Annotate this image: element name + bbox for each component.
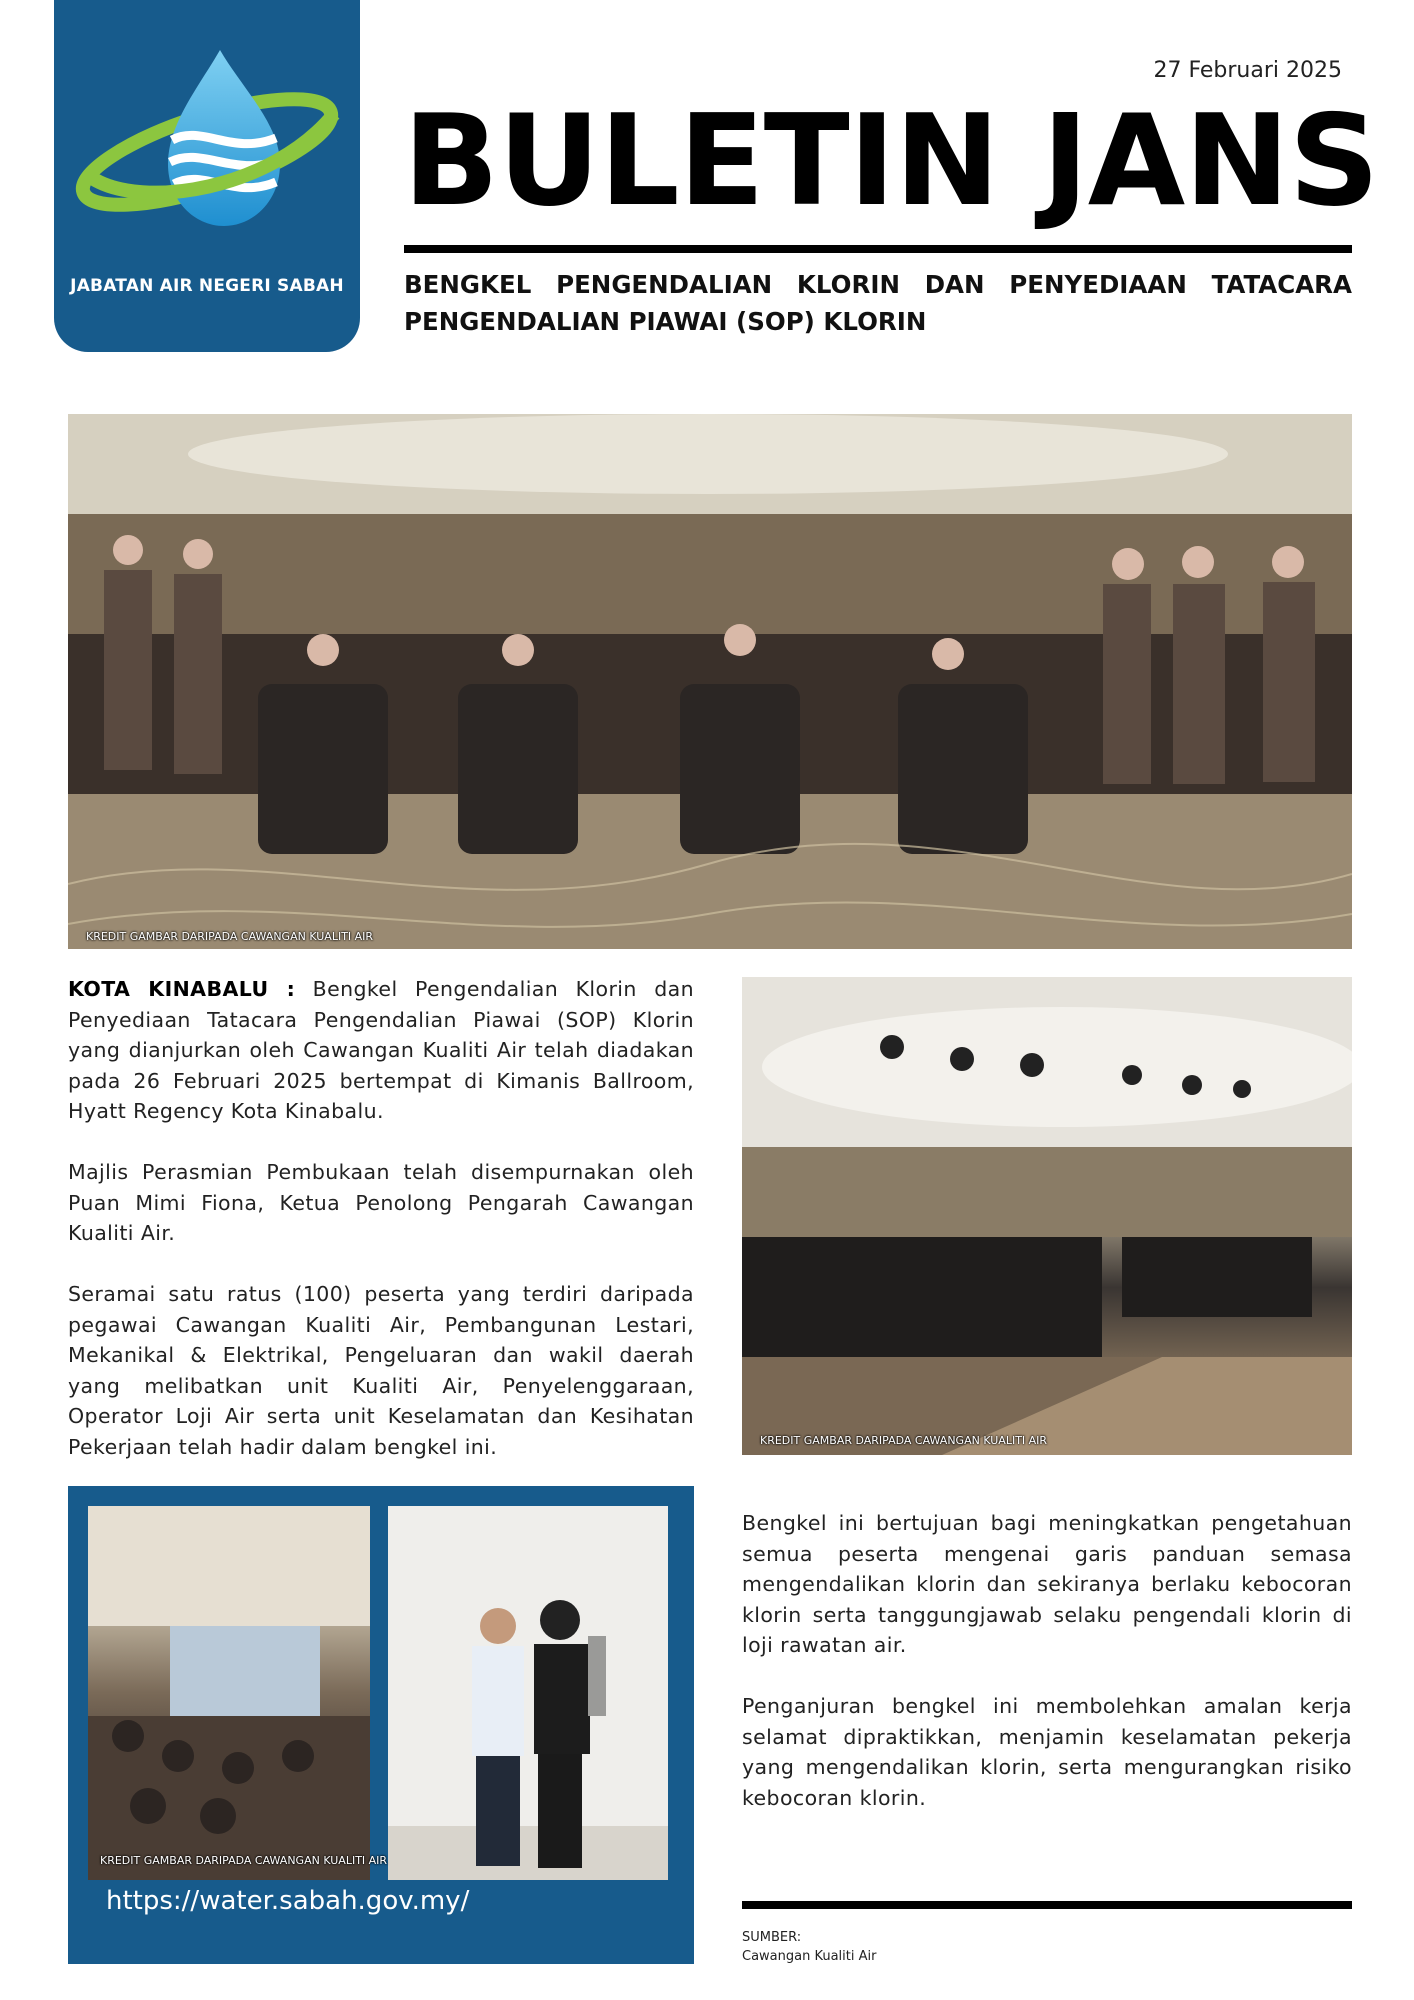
ballroom-photo <box>742 977 1352 1455</box>
source-label: SUMBER: <box>742 1930 802 1945</box>
demo-photo-illustration <box>388 1506 668 1880</box>
article-paragraph-1 <box>68 974 694 1127</box>
article-paragraph-2: Majlis Perasmian Pembukaan telah disempurnakan oleh Puan Mimi Fiona, Ketua Penolong Pengarah Cawangan Kualiti Air. <box>68 1160 694 1245</box>
photo-credit: KREDIT GAMBAR DARIPADA CAWANGAN KUALITI AIR <box>100 1854 388 1867</box>
ballroom-photo-illustration <box>742 977 1352 1455</box>
article-paragraph-5: Penganjuran bengkel ini membolehkan amalan kerja selamat dipraktikkan, menjamin keselamatan pekerja yang mengendalikan klorin, serta mengurangkan risiko kebocoran klorin. <box>742 1694 1352 1810</box>
group-photo <box>68 414 1352 949</box>
source-value: Cawangan Kualiti Air <box>742 1949 877 1964</box>
article-right-column <box>742 1508 1352 1844</box>
breathing-apparatus-demo-photo <box>388 1506 668 1880</box>
website-link[interactable]: https://water.sabah.gov.my/ <box>106 1886 470 1916</box>
department-name: JABATAN AIR NEGERI SABAH <box>70 276 344 296</box>
header-divider <box>404 245 1352 253</box>
presentation-photo-illustration <box>88 1506 370 1880</box>
article-paragraph-3: Seramai satu ratus (100) peserta yang terdiri daripada pegawai Cawangan Kualiti Air, Pembangunan Lestari, Mekanikal & Elektrikal, Pengeluaran dan wakil daerah yang melibatkan unit Kualiti Air, Penyelenggaraan, Operator Loji Air serta unit Keselamatan dan Kesihatan Pekerjaan telah hadir dalam bengkel ini. <box>68 1282 694 1459</box>
group-photo-illustration <box>68 414 1352 949</box>
photo-credit: KREDIT GAMBAR DARIPADA CAWANGAN KUALITI AIR <box>86 930 374 943</box>
photo-credit: KREDIT GAMBAR DARIPADA CAWANGAN KUALITI AIR <box>760 1434 1048 1447</box>
bulletin-title: BULETIN JANS <box>403 87 1379 234</box>
source-note <box>742 1928 876 1966</box>
article-paragraph-1-text: Bengkel Pengendalian Klorin dan Penyediaan Tatacara Pengendalian Piawai (SOP) Klorin yang dianjurkan oleh Cawangan Kualiti Air telah diadakan pada 26 Februari 2025 bertempat di Kimanis Ballroom, Hyatt Regency Kota Kinabalu. <box>68 977 694 1123</box>
article-paragraph-4: Bengkel ini bertujuan bagi meningkatkan pengetahuan semua peserta mengenai garis panduan semasa mengendalikan klorin dan sekiranya berlaku kebocoran klorin serta tanggungjawab selaku pengendali klorin di loji rawatan air. <box>742 1511 1352 1657</box>
article-left-column <box>68 974 694 1493</box>
water-drop-logo-icon <box>72 40 342 240</box>
department-logo <box>54 0 360 352</box>
bulletin-date: 27 Februari 2025 <box>1153 58 1342 83</box>
article-headline: BENGKEL PENGENDALIAN KLORIN DAN PENYEDIAAN TATACARA PENGENDALIAN PIAWAI (SOP) KLORIN <box>404 270 1352 336</box>
article-location: KOTA KINABALU : <box>68 977 296 1001</box>
presentation-photo <box>88 1506 370 1880</box>
footer-divider <box>742 1901 1352 1909</box>
